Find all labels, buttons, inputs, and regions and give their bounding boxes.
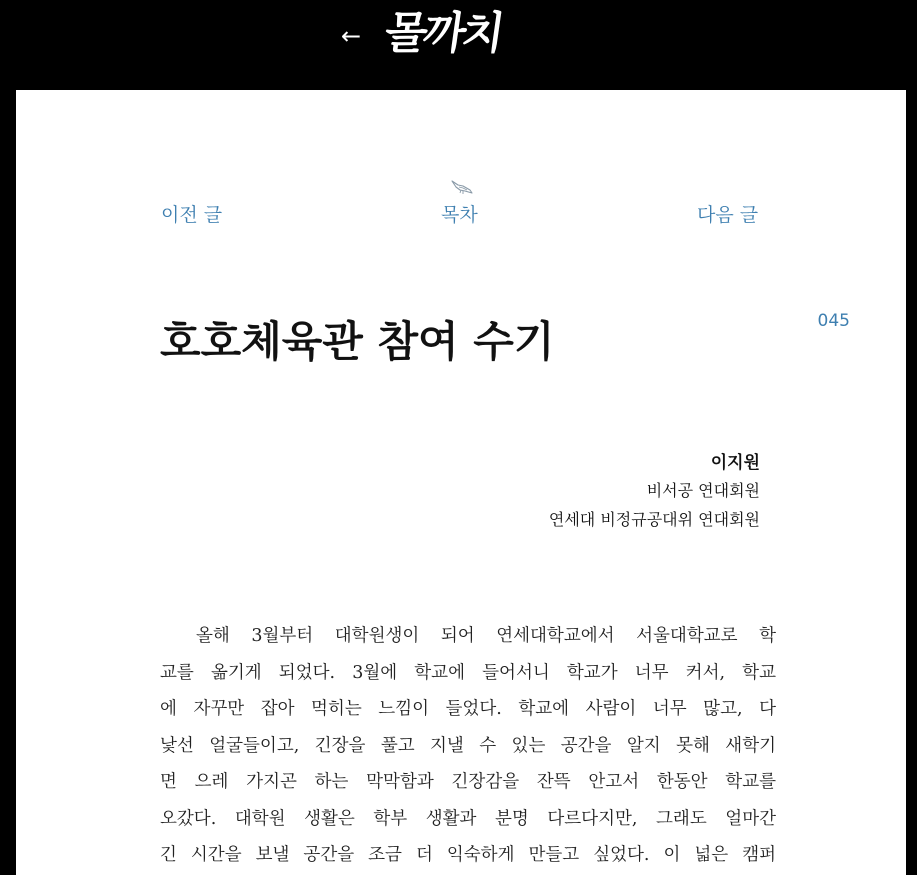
byline [549, 450, 760, 534]
body-line: 교를 옮기게 되었다. 3월에 학교에 들어서니 학교가 너무 커서, 학교 [160, 662, 776, 683]
page-number: 045 [817, 311, 850, 331]
body-line: 에 자꾸만 잡아 먹히는 느낌이 들었다. 학교에 사람이 너무 많고, 다 [160, 699, 776, 719]
article-title: 호호체육관 참여 수기 [160, 317, 555, 366]
article-page [16, 90, 906, 875]
body-line: 긴 시간을 보낼 공간을 조금 더 익숙하게 만들고 싶었다. 이 넓은 캠퍼 [160, 845, 776, 865]
body-line: 낯선 얼굴들이고, 긴장을 풀고 지낼 수 있는 공간을 알지 못해 새학기 [160, 735, 776, 756]
toc-link[interactable]: 목차 [441, 204, 478, 226]
prev-post-link[interactable]: 이전 글 [161, 204, 223, 226]
article-body [160, 618, 776, 874]
body-line: 오갔다. 대학원 생활은 학부 생활과 분명 다르다지만, 그래도 얼마간 [160, 808, 776, 829]
magpie-bird-icon [451, 179, 473, 195]
site-logo[interactable]: 몰까치 [381, 8, 505, 59]
body-line: 면 으레 가지곤 하는 막막함과 긴장감을 잔뜩 안고서 한동안 학교를 [160, 772, 776, 792]
top-bar [0, 0, 917, 90]
next-post-link[interactable]: 다음 글 [697, 204, 759, 226]
author-affiliation: 비서공 연대회원 [646, 481, 760, 500]
author-name: 이지원 [710, 453, 760, 473]
back-arrow-icon[interactable]: ← [340, 22, 362, 50]
author-affiliation: 연세대 비정규공대위 연대회원 [548, 510, 760, 529]
body-line: 올해 3월부터 대학원생이 되어 연세대학교에서 서울대학교로 학 [196, 626, 776, 646]
